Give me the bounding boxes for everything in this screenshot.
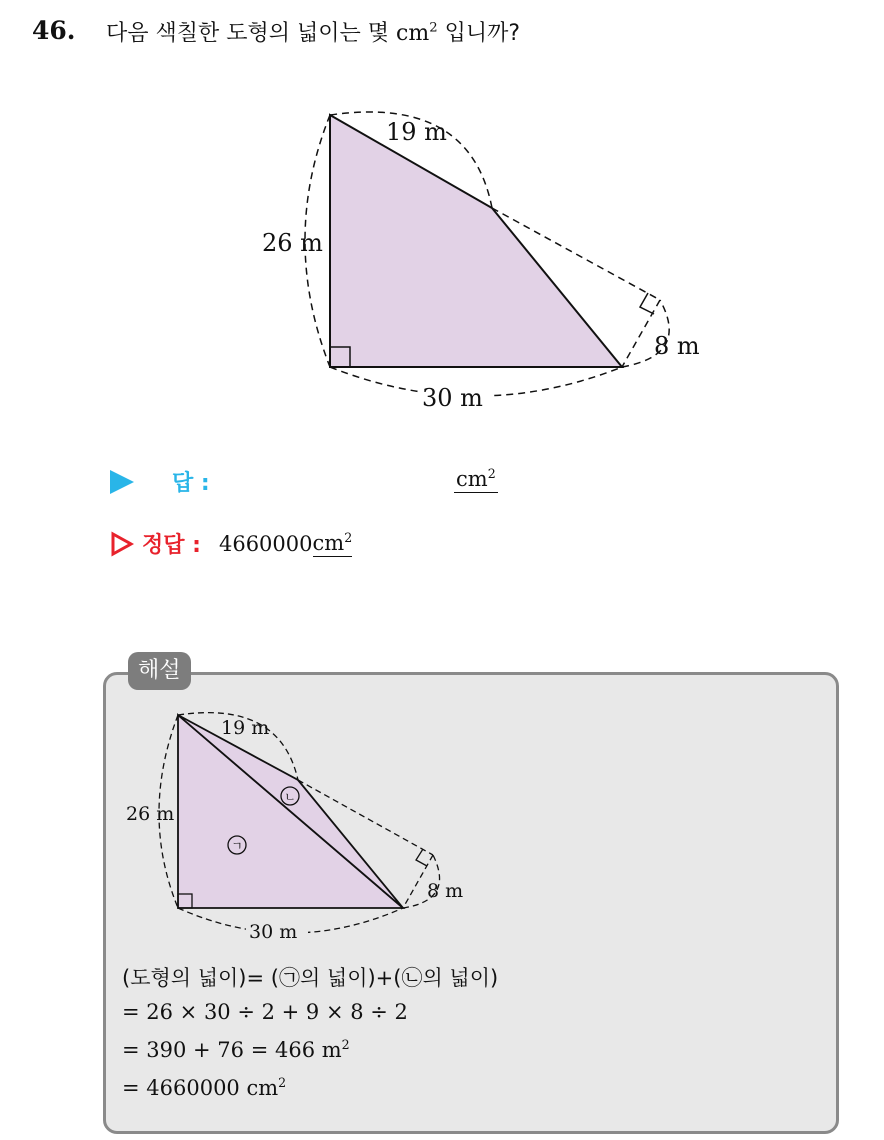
- label-top: 19 m: [221, 717, 270, 739]
- solution-row: [110, 528, 352, 559]
- solution-value: 4660000: [218, 531, 313, 556]
- question-body: 다음 색칠한 도형의 넓이는 몇: [106, 21, 389, 46]
- explanation-line-4: = 4660000 $cm^2$: [122, 1075, 287, 1100]
- label-top: 19 m: [386, 118, 447, 146]
- label-left: 26 m: [262, 229, 323, 257]
- problem-figure: [0, 0, 884, 440]
- shaded-quadrilateral: [330, 115, 622, 367]
- answer-unit: $cm^2$: [456, 466, 496, 491]
- explanation-figure: [100, 690, 480, 950]
- solution-label: 정답 :: [142, 533, 201, 558]
- question-unit: $cm^2$: [396, 20, 438, 46]
- question-ending: 입니까?: [444, 21, 521, 46]
- question-number: 46.: [32, 16, 76, 45]
- explanation-line-2: = 26 × 30 ÷ 2 + 9 × 8 ÷ 2: [122, 1000, 408, 1024]
- label-right: 8 m: [427, 880, 464, 902]
- right-angle-mark-small: [416, 849, 427, 866]
- answer-label: 답 :: [172, 471, 210, 496]
- label-left: 26 m: [126, 803, 175, 825]
- region-a-label: ㄱ: [231, 839, 243, 853]
- label-right: 8 m: [654, 332, 700, 360]
- explanation-tag: 해설: [128, 652, 191, 690]
- play-outline-icon: [110, 531, 134, 557]
- label-bottom: 30 m: [422, 384, 483, 412]
- explanation-line-1: (도형의 넓이)= (㉠의 넓이)+(㉡의 넓이): [122, 966, 499, 990]
- answer-row: [110, 466, 210, 497]
- label-bottom: 30 m: [249, 921, 298, 943]
- explanation-line-3: = 390 + 76 = 466 $m^2$: [122, 1037, 350, 1062]
- solution-unit: $cm^2$: [312, 530, 353, 555]
- region-b-label: ㄴ: [284, 790, 296, 804]
- play-icon: [110, 470, 134, 494]
